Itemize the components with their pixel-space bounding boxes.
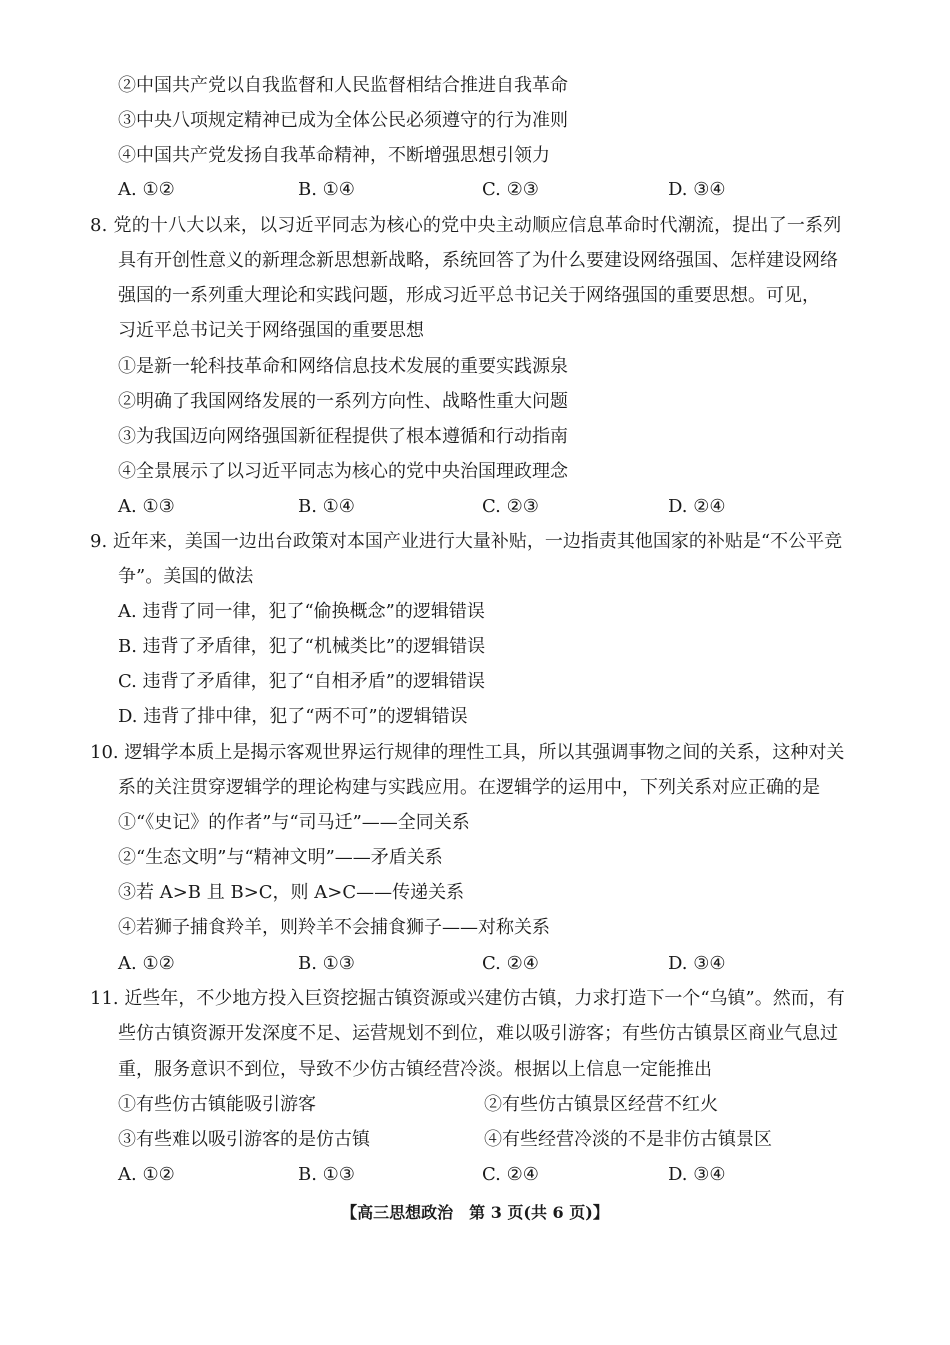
q11-item-1: ①有些仿古镇能吸引游客 [118,1094,316,1115]
q7-option-d: D. ③④ [668,179,726,200]
q11-option-b: B. ①③ [298,1164,355,1185]
q7-option-b: B. ①④ [298,179,355,200]
q9-choice-a: A. 违背了同一律，犯了“偷换概念”的逻辑错误 [118,601,485,622]
page-footer: 【高三思想政治 第 3 页(共 6 页)】 [341,1203,609,1222]
q8-option-b: B. ①④ [298,496,355,517]
q7-options [118,178,858,202]
q9-stem-line-2: 争”。美国的做法 [118,566,254,587]
q11-option-c: C. ②④ [482,1164,539,1185]
q10-item-4: ④若狮子捕食羚羊，则羚羊不会捕食狮子——对称关系 [118,917,550,938]
q9-choice-c: C. 违背了矛盾律，犯了“自相矛盾”的逻辑错误 [118,671,485,692]
q9-choice-b: B. 违背了矛盾律，犯了“机械类比”的逻辑错误 [118,636,486,657]
q10-item-3: ③若 A>B 且 B>C，则 A>C——传递关系 [118,882,465,903]
q9-stem-line-1: 9. 近年来，美国一边出台政策对本国产业进行大量补贴，一边指责其他国家的补贴是“不公平竞 [90,531,843,552]
q11-options [118,1163,858,1187]
q8-item-2: ②明确了我国网络发展的一系列方向性、战略性重大问题 [118,391,568,412]
q8-option-c: C. ②③ [482,496,539,517]
q8-option-a: A. ①③ [118,496,175,517]
q8-stem-line-3: 强国的一系列重大理论和实践问题，形成习近平总书记关于网络强国的重要思想。可见， [118,285,820,306]
q11-option-a: A. ①② [118,1164,175,1185]
q10-stem-line-2: 系的关注贯穿逻辑学的理论构建与实践应用。在逻辑学的运用中，下列关系对应正确的是 [118,777,820,798]
q10-option-a: A. ①② [118,953,175,974]
q11-stem-line-3: 重，服务意识不到位，导致不少仿古镇经营冷淡。根据以上信息一定能推出 [118,1059,712,1080]
q8-stem-line-1: 8. 党的十八大以来，以习近平同志为核心的党中央主动顺应信息革命时代潮流，提出了一系列 [90,215,842,236]
q11-stem-line-1: 11. 近些年，不少地方投入巨资挖掘古镇资源或兴建仿古镇，力求打造下一个“乌镇”。然而，有 [90,988,845,1009]
q8-option-d: D. ②④ [668,496,726,517]
q8-options [118,495,858,519]
q8-item-1: ①是新一轮科技革命和网络信息技术发展的重要实践源泉 [118,356,568,377]
q9-choice-d: D. 违背了排中律，犯了“两不可”的逻辑错误 [118,706,468,727]
q8-item-4: ④全景展示了以习近平同志为核心的党中央治国理政理念 [118,461,568,482]
q11-option-d: D. ③④ [668,1164,726,1185]
q10-options [118,952,858,976]
q7-option-c: C. ②③ [482,179,539,200]
q8-stem-line-2: 具有开创性意义的新理念新思想新战略，系统回答了为什么要建设网络强国、怎样建设网络 [118,250,838,271]
q7-item-3: ③中央八项规定精神已成为全体公民必须遵守的行为准则 [118,110,568,131]
q11-item-3: ③有些难以吸引游客的是仿古镇 [118,1129,370,1150]
q8-stem-line-4: 习近平总书记关于网络强国的重要思想 [118,320,424,341]
q7-item-2: ②中国共产党以自我监督和人民监督相结合推进自我革命 [118,75,568,96]
q10-option-b: B. ①③ [298,953,355,974]
q10-item-1: ①“《史记》的作者”与“司马迁”——全同关系 [118,812,470,833]
q11-item-4: ④有些经营冷淡的不是非仿古镇景区 [484,1129,772,1150]
q11-item-2: ②有些仿古镇景区经营不红火 [484,1094,718,1115]
q10-item-2: ②“生态文明”与“精神文明”——矛盾关系 [118,847,443,868]
q10-stem-line-1: 10. 逻辑学本质上是揭示客观世界运行规律的理性工具，所以其强调事物之间的关系，这种对关 [90,742,845,763]
q8-item-3: ③为我国迈向网络强国新征程提供了根本遵循和行动指南 [118,426,568,447]
q11-stem-line-2: 些仿古镇资源开发深度不足、运营规划不到位，难以吸引游客；有些仿古镇景区商业气息过 [118,1023,838,1044]
q7-item-4: ④中国共产党发扬自我革命精神，不断增强思想引领力 [118,145,550,166]
q10-option-c: C. ②④ [482,953,539,974]
q10-option-d: D. ③④ [668,953,726,974]
q7-option-a: A. ①② [118,179,175,200]
